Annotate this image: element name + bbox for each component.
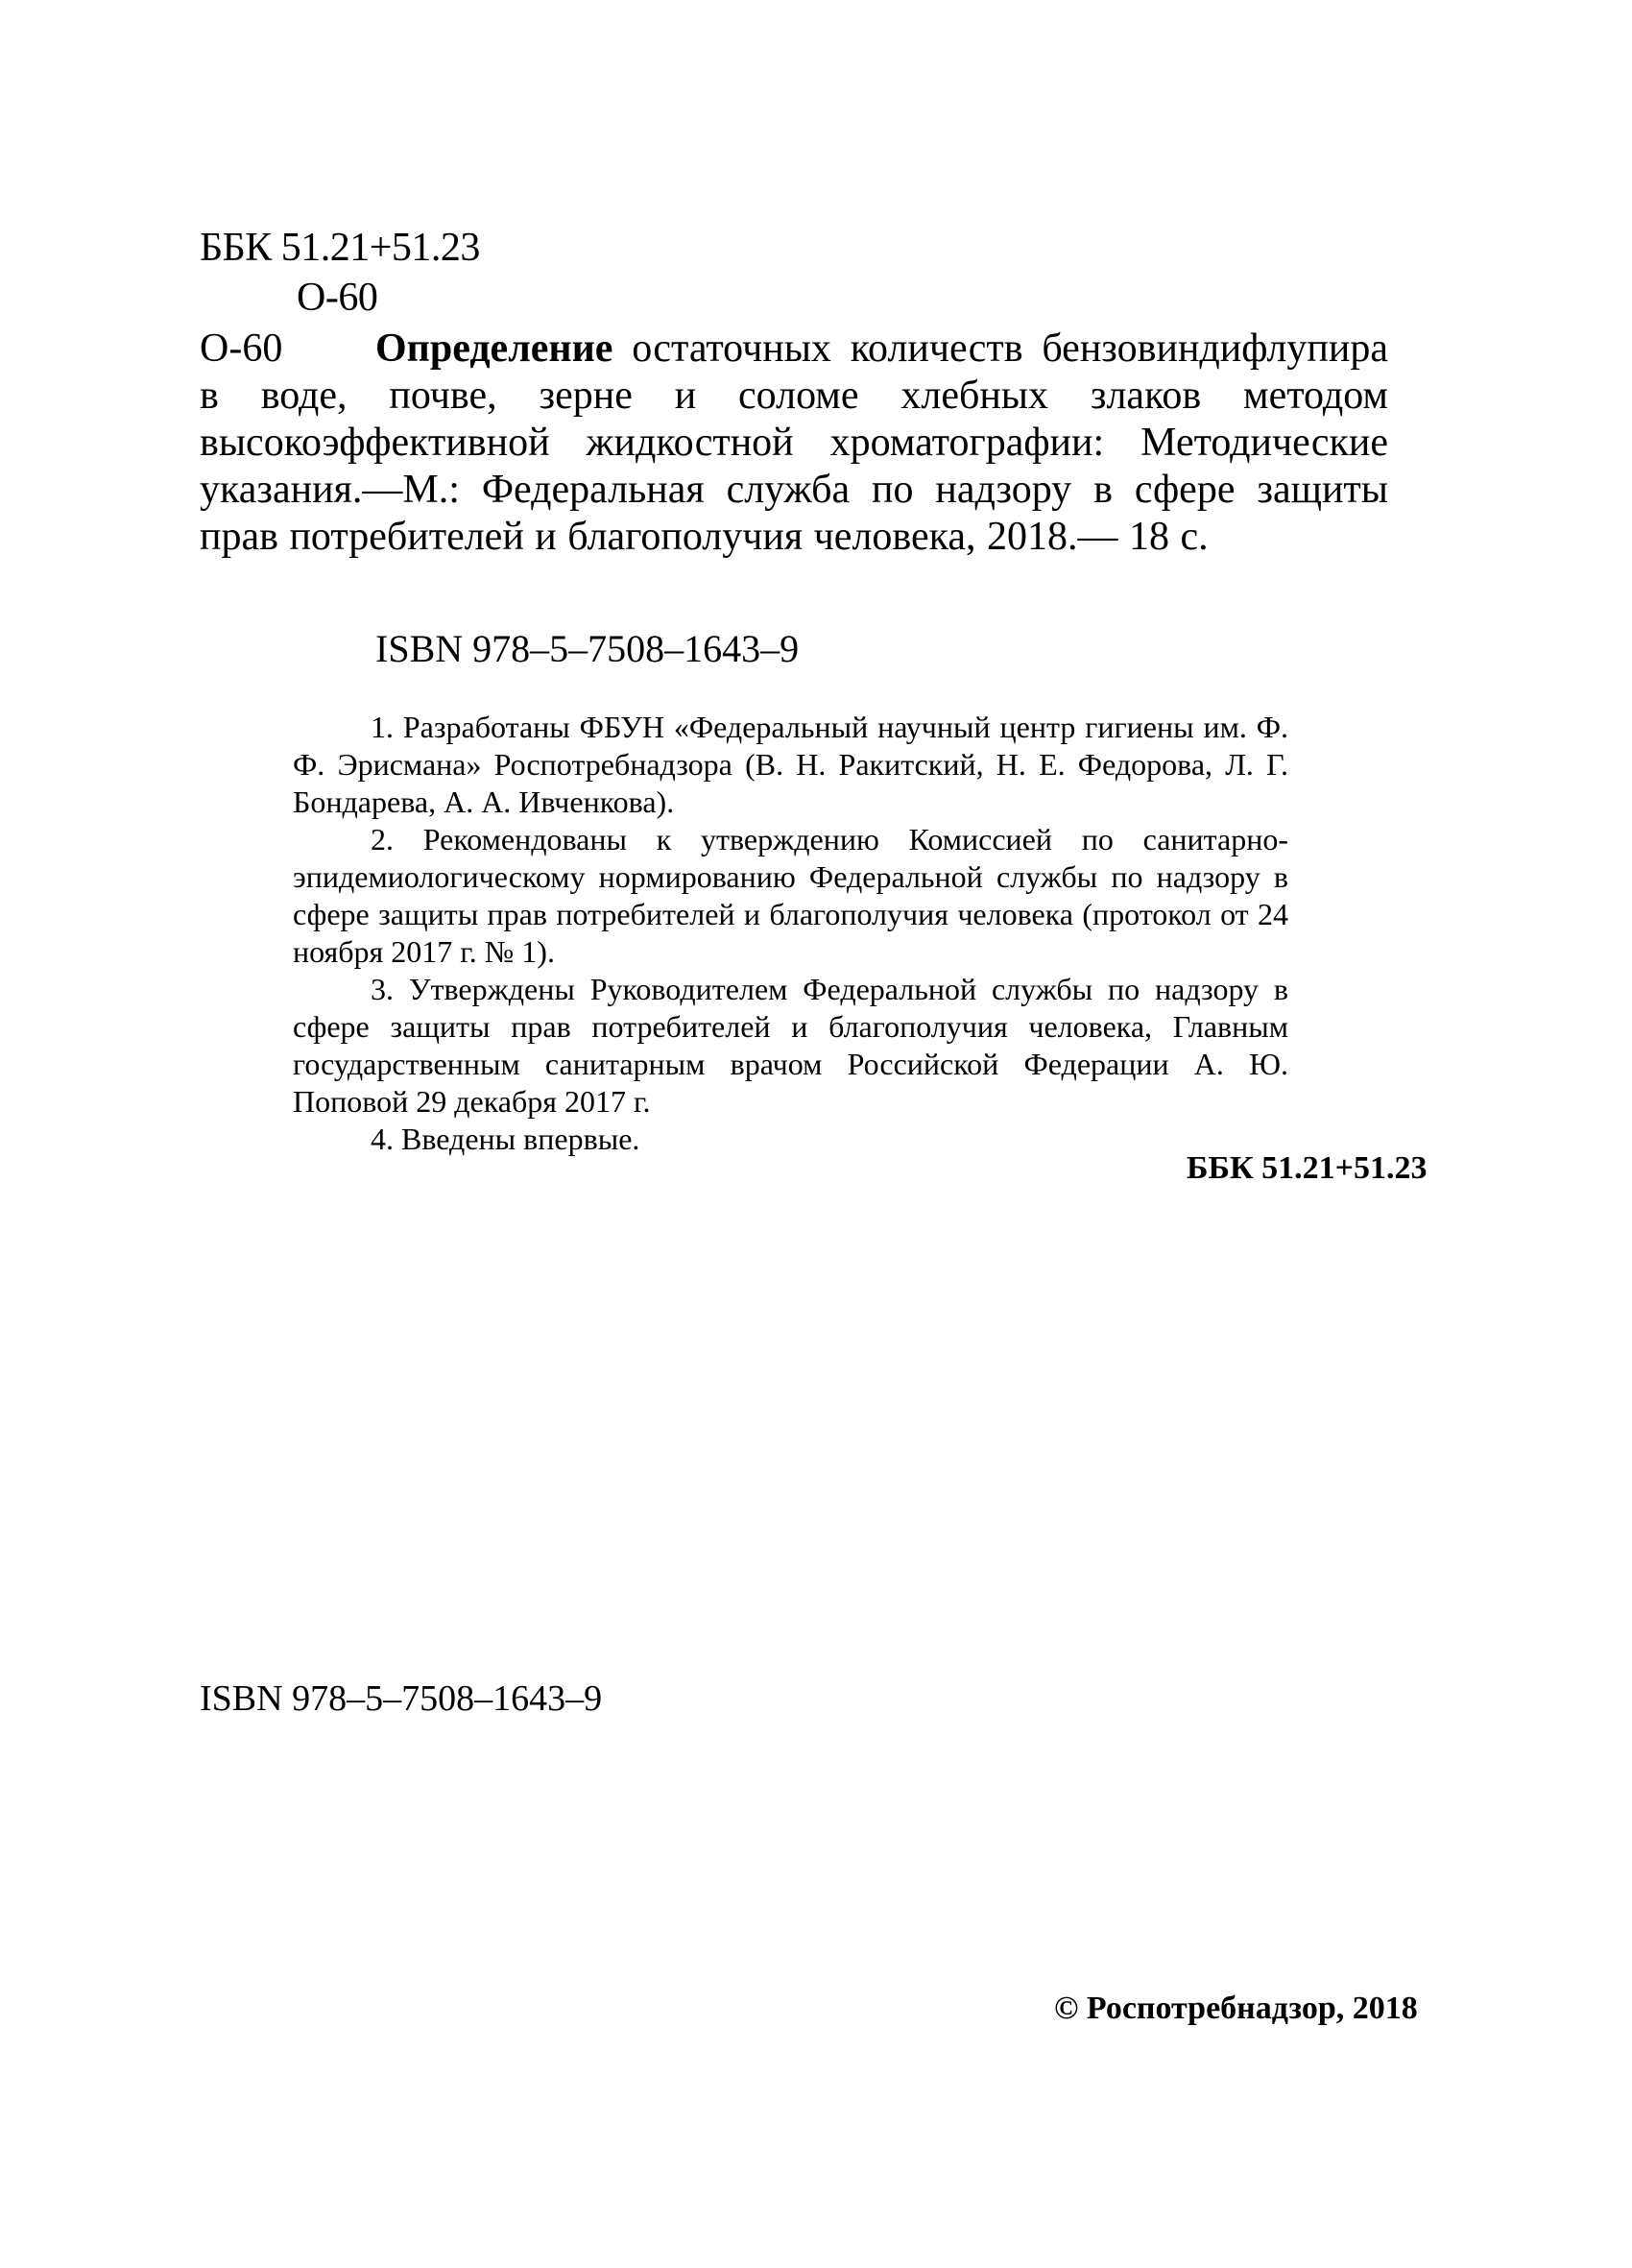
entry-lead-word: Определение — [375, 326, 613, 371]
entry-marker: О-60 — [200, 326, 283, 371]
credit-item-approved: 3. Утверждены Руководителем Федеральной службы по надзору в сфере защиты прав потребителей и благополучия человека, Главным государственным санитарным врачом Российской Федерации А. Ю. Поповой 29 декабря 2017 г. — [293, 972, 1288, 1119]
credit-item-recommended: 2. Рекомендованы к утверждению Комиссией по санитарно-эпидемиологическому нормированию Федеральной службы по надзору в сфере защиты прав потребителей и благополучия человека (протокол от 24 ноября 2017 г. № 1). — [293, 822, 1288, 969]
entry-text: остаточных количеств бензовиндифлупира в воде, почве, зерне и соломе хлебных злаков методом высокоэффективной жидкостной хроматографии: Методические указания.—М.: Федеральная служба по надзору в сфере защиты прав потребителей и благополучия человека, 2018.— 18 с. — [200, 326, 1388, 559]
bbk-code-bottom: ББК 51.21+51.23 — [1187, 1150, 1428, 1186]
author-sign: О-60 — [297, 276, 378, 320]
credit-item-introduced: 4. Введены впервые. — [371, 1122, 640, 1156]
isbn-main: ISBN 978–5–7508–1643–9 — [375, 627, 800, 670]
bibliographic-entry — [200, 326, 1388, 561]
copyright-notice: © Роспотребнадзор, 2018 — [1054, 1991, 1418, 2026]
isbn-bottom: ISBN 978–5–7508–1643–9 — [200, 1678, 603, 1719]
credit-item-developed: 1. Разработаны ФБУН «Федеральный научный центр гигиены им. Ф. Ф. Эрисмана» Роспотребнадзора (В. Н. Ракитский, Н. Е. Федорова, Л. Г. Бондарева, А. А. Ивченкова). — [293, 710, 1288, 819]
bbk-code: ББК 51.21+51.23 — [200, 226, 480, 270]
bbk-classification — [200, 223, 480, 323]
credits-block — [293, 709, 1288, 1158]
